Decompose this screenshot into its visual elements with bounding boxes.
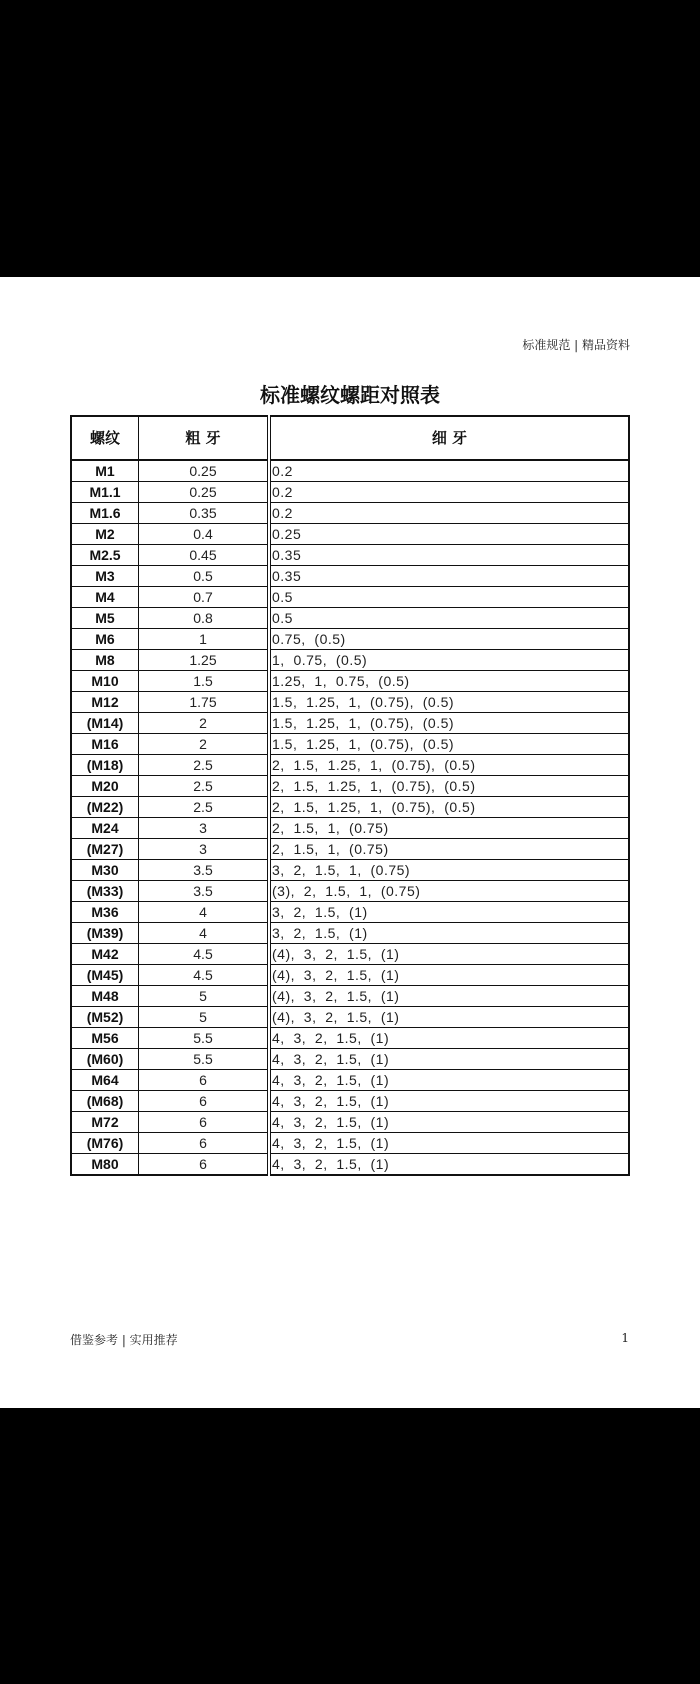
cell-fine: (4), 3, 2, 1.5, (1) [269,965,629,986]
table-row [71,629,629,650]
cell-fine: 0.2 [269,503,629,524]
cell-coarse: 0.35 [139,503,270,524]
table-row [71,460,629,482]
table-row [71,692,629,713]
cell-fine: 4, 3, 2, 1.5, (1) [269,1070,629,1091]
cell-thread: (M76) [71,1133,139,1154]
page-header: 标准规范 | 精品资料 [522,338,630,352]
table-row [71,1049,629,1070]
cell-coarse: 1.75 [139,692,270,713]
table-row [71,818,629,839]
cell-thread: (M45) [71,965,139,986]
cell-fine: (3), 2, 1.5, 1, (0.75) [269,881,629,902]
cell-coarse: 6 [139,1133,270,1154]
cell-thread: (M14) [71,713,139,734]
document-page [0,277,700,1408]
table-row [71,986,629,1007]
table-row [71,944,629,965]
cell-coarse: 0.45 [139,545,270,566]
table-row [71,965,629,986]
cell-fine: 0.35 [269,566,629,587]
table-body [71,460,629,1175]
cell-coarse: 4 [139,923,270,944]
cell-fine: 2, 1.5, 1.25, 1, (0.75), (0.5) [269,755,629,776]
cell-coarse: 5.5 [139,1028,270,1049]
cell-coarse: 2.5 [139,755,270,776]
cell-thread: M1.6 [71,503,139,524]
cell-coarse: 5 [139,1007,270,1028]
cell-fine: 4, 3, 2, 1.5, (1) [269,1133,629,1154]
cell-coarse: 2 [139,713,270,734]
cell-thread: M5 [71,608,139,629]
table-header-row [71,416,629,460]
cell-fine: 4, 3, 2, 1.5, (1) [269,1091,629,1112]
cell-thread: M8 [71,650,139,671]
cell-fine: 1, 0.75, (0.5) [269,650,629,671]
cell-fine: 0.5 [269,587,629,608]
cell-coarse: 6 [139,1112,270,1133]
cell-thread: M10 [71,671,139,692]
table-row [71,650,629,671]
table-row [71,839,629,860]
cell-fine: 3, 2, 1.5, 1, (0.75) [269,860,629,881]
cell-fine: 0.2 [269,460,629,482]
cell-thread: M2.5 [71,545,139,566]
bottom-black-bar [0,1408,700,1684]
cell-coarse: 6 [139,1091,270,1112]
cell-coarse: 3 [139,818,270,839]
cell-thread: M56 [71,1028,139,1049]
table-row [71,1154,629,1176]
cell-thread: (M22) [71,797,139,818]
cell-fine: 0.35 [269,545,629,566]
cell-coarse: 1.25 [139,650,270,671]
table-row [71,1007,629,1028]
cell-fine: (4), 3, 2, 1.5, (1) [269,944,629,965]
cell-fine: 2, 1.5, 1.25, 1, (0.75), (0.5) [269,797,629,818]
table-row [71,734,629,755]
cell-thread: M80 [71,1154,139,1176]
table-row [71,1070,629,1091]
table-row [71,545,629,566]
cell-coarse: 4.5 [139,944,270,965]
table-row [71,881,629,902]
cell-thread: M72 [71,1112,139,1133]
cell-thread: M24 [71,818,139,839]
table-row [71,755,629,776]
cell-coarse: 4.5 [139,965,270,986]
table-row [71,1112,629,1133]
table-row [71,902,629,923]
cell-coarse: 2.5 [139,797,270,818]
cell-thread: (M52) [71,1007,139,1028]
cell-fine: 4, 3, 2, 1.5, (1) [269,1112,629,1133]
cell-coarse: 0.4 [139,524,270,545]
cell-thread: M36 [71,902,139,923]
cell-thread: (M18) [71,755,139,776]
cell-thread: M6 [71,629,139,650]
cell-thread: M3 [71,566,139,587]
cell-fine: 1.25, 1, 0.75, (0.5) [269,671,629,692]
cell-thread: M64 [71,1070,139,1091]
table-row [71,482,629,503]
cell-fine: 4, 3, 2, 1.5, (1) [269,1049,629,1070]
cell-thread: (M60) [71,1049,139,1070]
cell-coarse: 2 [139,734,270,755]
cell-coarse: 5 [139,986,270,1007]
column-header-coarse: 粗 牙 [139,416,270,460]
cell-thread: (M33) [71,881,139,902]
cell-thread: M4 [71,587,139,608]
cell-fine: 1.5, 1.25, 1, (0.75), (0.5) [269,713,629,734]
cell-coarse: 5.5 [139,1049,270,1070]
cell-thread: M48 [71,986,139,1007]
cell-fine: 0.75, (0.5) [269,629,629,650]
table-row [71,503,629,524]
cell-fine: 1.5, 1.25, 1, (0.75), (0.5) [269,692,629,713]
column-header-thread: 螺纹 [71,416,139,460]
cell-coarse: 4 [139,902,270,923]
cell-fine: 0.25 [269,524,629,545]
cell-fine: 4, 3, 2, 1.5, (1) [269,1154,629,1176]
column-header-fine: 细 牙 [269,416,629,460]
cell-fine: 4, 3, 2, 1.5, (1) [269,1028,629,1049]
table-row [71,524,629,545]
page-title: 标准螺纹螺距对照表 [260,383,440,407]
cell-fine: 1.5, 1.25, 1, (0.75), (0.5) [269,734,629,755]
top-black-bar [0,0,700,277]
cell-coarse: 2.5 [139,776,270,797]
cell-thread: (M68) [71,1091,139,1112]
cell-thread: M42 [71,944,139,965]
table-row [71,608,629,629]
cell-fine: 3, 2, 1.5, (1) [269,923,629,944]
cell-coarse: 1 [139,629,270,650]
cell-fine: (4), 3, 2, 1.5, (1) [269,986,629,1007]
table-row [71,713,629,734]
cell-coarse: 0.5 [139,566,270,587]
page-footer-left: 借鉴参考 | 实用推荐 [70,1333,178,1347]
table-row [71,671,629,692]
cell-fine: 0.2 [269,482,629,503]
table-row [71,776,629,797]
cell-thread: M2 [71,524,139,545]
cell-coarse: 0.25 [139,482,270,503]
cell-thread: (M39) [71,923,139,944]
table-row [71,1091,629,1112]
table-row [71,860,629,881]
cell-thread: M30 [71,860,139,881]
cell-coarse: 1.5 [139,671,270,692]
thread-pitch-table [70,415,630,1176]
cell-coarse: 3.5 [139,860,270,881]
cell-thread: M12 [71,692,139,713]
cell-coarse: 3 [139,839,270,860]
table-row [71,1028,629,1049]
table-row [71,923,629,944]
cell-thread: M20 [71,776,139,797]
cell-coarse: 6 [139,1154,270,1176]
cell-thread: M1 [71,460,139,482]
table-row [71,1133,629,1154]
page-number: 1 [621,1331,629,1345]
cell-fine: (4), 3, 2, 1.5, (1) [269,1007,629,1028]
cell-thread: M16 [71,734,139,755]
cell-fine: 3, 2, 1.5, (1) [269,902,629,923]
cell-coarse: 0.8 [139,608,270,629]
cell-thread: (M27) [71,839,139,860]
table-row [71,587,629,608]
table-row [71,566,629,587]
cell-fine: 2, 1.5, 1, (0.75) [269,839,629,860]
cell-coarse: 0.7 [139,587,270,608]
table-row [71,797,629,818]
cell-coarse: 0.25 [139,460,270,482]
cell-coarse: 6 [139,1070,270,1091]
cell-fine: 2, 1.5, 1, (0.75) [269,818,629,839]
cell-thread: M1.1 [71,482,139,503]
cell-fine: 0.5 [269,608,629,629]
cell-coarse: 3.5 [139,881,270,902]
cell-fine: 2, 1.5, 1.25, 1, (0.75), (0.5) [269,776,629,797]
